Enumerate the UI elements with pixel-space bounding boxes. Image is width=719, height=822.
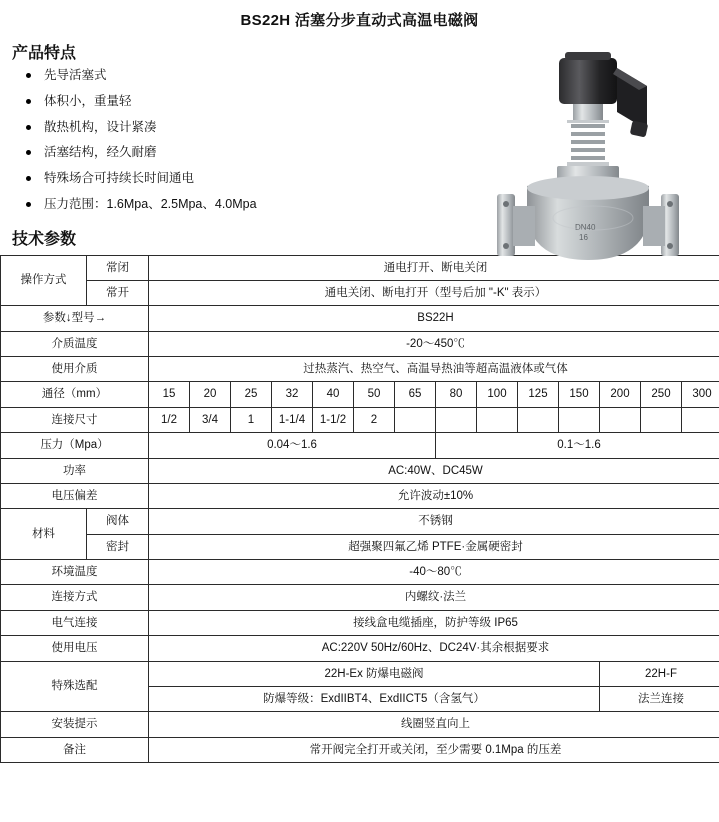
table-row [1,483,719,508]
row-label-operation: 操作方式 [1,255,87,306]
list-item: 先导活塞式 [26,69,719,83]
cell-diameter-1: 20 [190,382,231,407]
cell-connsize-8 [477,407,518,432]
cell-diameter-5: 50 [354,382,395,407]
cell-diameter-4: 40 [313,382,354,407]
cell-diameter-10: 150 [559,382,600,407]
features-heading: 产品特点 [12,45,77,62]
row-label-ambient-temp: 环境温度 [1,560,149,585]
cell-working-voltage-value: AC:220V 50Hz/60Hz、DC24V·其余根据要求 [149,636,719,661]
product-photo [481,34,711,274]
table-row [1,712,719,737]
list-item: 压力范围：1.6Mpa、2.5Mpa、4.0Mpa [26,198,719,212]
table-row [1,610,719,635]
cell-connsize-0: 1/2 [149,407,190,432]
cell-pressure-left: 0.04～1.6 [149,433,436,458]
cell-diameter-11: 200 [600,382,641,407]
cell-operation-desc-no: 通电关闭、断电打开（型号后加 "-K" 表示） [149,280,719,305]
row-label-special: 特殊选配 [1,661,149,712]
cell-special-ex-grade: 防爆等级：ExdIIBT4、ExdIICT5（含氢气） [149,686,600,711]
table-row [1,636,719,661]
cell-special-f-conn: 法兰连接 [600,686,719,711]
cell-connsize-12 [641,407,682,432]
cell-connsize-1: 3/4 [190,407,231,432]
cell-medium-temp-value: -20～450℃ [149,331,719,356]
spec-table [0,255,719,764]
table-row [1,509,719,534]
row-label-connection-type: 连接方式 [1,585,149,610]
cell-material-sub-body: 阀体 [87,509,149,534]
cell-operation-desc-nc: 通电打开、断电关闭 [149,255,719,280]
table-row [1,458,719,483]
cell-connsize-4: 1-1/2 [313,407,354,432]
table-row [1,331,719,356]
row-label-diameter: 通径（mm） [1,382,149,407]
table-row [1,585,719,610]
cell-special-f-model: 22H-F [600,661,719,686]
cell-diameter-9: 125 [518,382,559,407]
cell-voltage-tolerance-value: 允许波动±10% [149,483,719,508]
cell-ambient-temp-value: -40～80℃ [149,560,719,585]
row-label-pressure: 压力（Mpa） [1,433,149,458]
table-row [1,407,719,432]
cell-connsize-10 [559,407,600,432]
cell-diameter-12: 250 [641,382,682,407]
cell-diameter-2: 25 [231,382,272,407]
cell-diameter-13: 300 [682,382,719,407]
svg-text:DN40: DN40 [575,223,596,232]
cell-connsize-2: 1 [231,407,272,432]
cell-connection-type-value: 内螺纹·法兰 [149,585,719,610]
table-row [1,357,719,382]
row-label-medium: 使用介质 [1,357,149,382]
cell-diameter-8: 100 [477,382,518,407]
row-label-model: 参数↓型号→ [1,306,149,331]
tech-heading: 技术参数 [12,230,77,248]
table-row [1,306,719,331]
cell-diameter-0: 15 [149,382,190,407]
row-label-power: 功率 [1,458,149,483]
cell-material-body-value: 不锈钢 [149,509,719,534]
cell-connsize-13 [682,407,719,432]
cell-material-sub-seal: 密封 [87,534,149,559]
table-row [1,382,719,407]
table-row [1,737,719,762]
cell-diameter-3: 32 [272,382,313,407]
row-label-medium-temp: 介质温度 [1,331,149,356]
row-label-connection-size: 连接尺寸 [1,407,149,432]
cell-model-value: BS22H [149,306,719,331]
cell-material-seal-value: 超强聚四氟乙烯 PTFE·金属硬密封 [149,534,719,559]
row-label-electrical: 电气连接 [1,610,149,635]
cell-install-tip-value: 线圈竖直向上 [149,712,719,737]
cell-diameter-6: 65 [395,382,436,407]
list-item: 特殊场合可持续长时间通电 [26,172,719,186]
cell-operation-type-no: 常开 [87,280,149,305]
cell-connsize-5: 2 [354,407,395,432]
table-row [1,433,719,458]
row-label-working-voltage: 使用电压 [1,636,149,661]
list-item: 体积小，重量轻 [26,95,719,109]
cell-connsize-3: 1-1/4 [272,407,313,432]
row-label-material: 材料 [1,509,87,560]
row-label-install-tip: 安装提示 [1,712,149,737]
cell-electrical-value: 接线盒电缆插座，防护等级 IP65 [149,610,719,635]
cell-connsize-6 [395,407,436,432]
list-item: 活塞结构，经久耐磨 [26,146,719,160]
page-title: BS22H 活塞分步直动式高温电磁阀 [240,12,479,29]
row-label-remark: 备注 [1,737,149,762]
cell-connsize-9 [518,407,559,432]
row-label-voltage-tolerance: 电压偏差 [1,483,149,508]
cell-special-ex-model: 22H-Ex 防爆电磁阀 [149,661,600,686]
cell-pressure-right: 0.1～1.6 [436,433,719,458]
cell-remark-value: 常开阀完全打开或关闭，至少需要 0.1Mpa 的压差 [149,737,719,762]
table-row [1,560,719,585]
cell-operation-type-nc: 常闭 [87,255,149,280]
cell-power-value: AC:40W、DC45W [149,458,719,483]
cell-medium-value: 过热蒸汽、热空气、高温导热油等超高温液体或气体 [149,357,719,382]
list-item: 散热机构，设计紧凑 [26,121,719,135]
cell-connsize-11 [600,407,641,432]
table-row [1,280,719,305]
cell-connsize-7 [436,407,477,432]
cell-diameter-7: 80 [436,382,477,407]
table-row [1,534,719,559]
table-row [1,661,719,686]
svg-text:16: 16 [579,233,588,242]
